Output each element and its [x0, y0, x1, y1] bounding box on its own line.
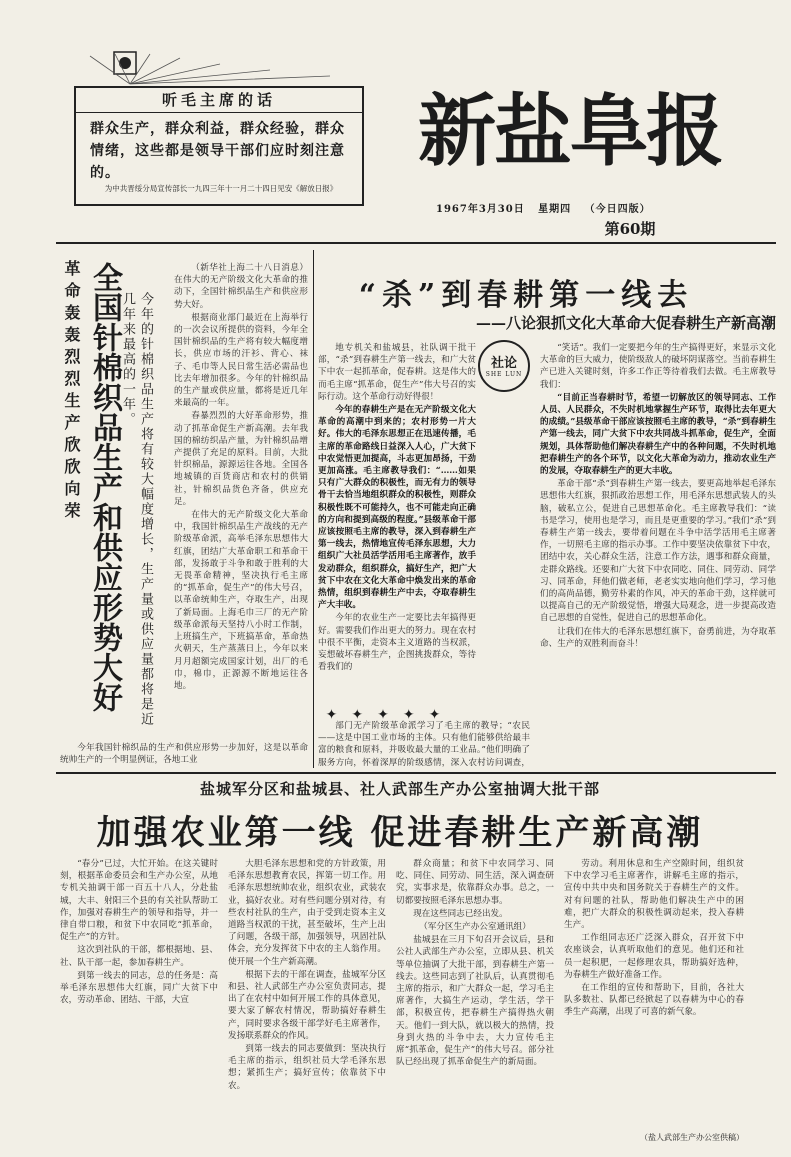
editorial-paragraph: 地专机关和盐城县，社队调干批干部，“杀”到春耕生产第一线去，和广大贫下中农一起抓革命，促春耕。这是伟大的而毛主席“抓革命，促生产”伟大号召的实际行动。这个革命行动好得很！	[318, 343, 476, 402]
bottom-paragraph: 现在这些同志已经出发。	[413, 908, 508, 919]
editorial-title: “杀”到春耕第一线去	[358, 278, 694, 313]
editorial-paragraph: “笑话”。我们一定要把今年的生产搞得更好，来显示文化大革命的巨大威力，使阶级敌人的破坏阴谋落空。当前春耕生产已进入关键时刻，许多工作正等待着我们去做。毛主席教导我们：	[540, 343, 776, 390]
bottom-paragraph: 到第一线去的同志要做到：坚决执行毛主席的指示，组织社员大学毛泽东思想；紧抓生产；搞好宣传；依靠贫下中农。	[228, 1044, 386, 1091]
editorial-paragraph: 今年的春耕生产是在无产阶级文化大革命的高潮中到来的；农村形势一片大好。伟大的毛泽东思想正在迅速传播，毛主席的革命路线日益深入人心，广大贫下中农觉悟更加提高，斗志更加昂扬，干劲更加高涨。毛主席教导我们：“……如果只有广大群众的积极性，而无有力的领导骨干去恰当地组织群众的积极性，则群众积极性既不可能持久，也不可能走向正确的方向和提到高级的程度。”县级革命干部应该按照毛主席的教导，深入到春耕生产第一线去，热情地宣传毛泽东思想，大力组织广大社员活学活用毛主席著作，放手发动群众，组织群众，搞好生产，把广大贫下中农在文化大革命中焕发出来的革命热情，组织到春耕生产中去，夺取春耕生产大丰收。	[318, 405, 476, 611]
quote-source: 为中共晋绥分局宣传部长一九四三年十一月二十四日见安《解放日报》	[104, 184, 338, 193]
badge-sub: SHE LUN	[485, 371, 523, 378]
mao-quote-box	[74, 86, 364, 206]
left-story-bottom-note: 今年我国针棉织品的生产和供应形势一步加好，这是以革命统帅生产的一个明显例证，各地工业	[60, 743, 308, 766]
bottom-paragraph: 劳动。利用休息和生产空隙时间，组织贫下中农学习毛主席著作，讲解毛主席的指示，宣传中共中央和国务院关于春耕生产的文件。对有问题的社队，帮助他们解决生产中的困难，把广大群众的积极性调动起来，投入春耕生产。	[564, 859, 744, 931]
editorial-paragraph: 革命干部“杀”到春耕生产第一线去，要更高地举起毛泽东思想伟大红旗，狠抓政治思想工作，用毛泽东思想武装人的头脑，破私立公，促进自己思想革命化。毛主席教导我们：“读书是学习，使用也是学习，而且是更重要的学习。”我们“杀”到春耕生产第一线去，要带着问题在斗争中活学活用毛主席著作，一切照毛主席的指示办事。工作中要坚决依靠贫下中农，团结中农，关心群众生活，注意工作方法，遇事和群众商量，走群众路线。还要和广大贫下中农同吃、同住、同劳动、同学习、同革命，拜他们做老师，老老实实地向他们学习，学习他们的高尚品德，勤劳朴素的作风，冲天的革命干劲，这样就可以提高自己的无产阶级觉悟，增强大局观念，进一步提高改造自己思想的自觉性，促进自己的思想革命化。	[540, 479, 776, 624]
editorial-col-left	[318, 342, 476, 702]
bottom-paragraph: （军分区生产办公室通讯组）	[419, 922, 531, 933]
bottom-col-1	[60, 858, 218, 1144]
bottom-paragraph: 根据下去的干部在调查，盐城军分区和县、社人武部生产办公室负责同志，提出了在农村中如何开展工作的具体意见，要大家了解农村情况，帮助搞好春耕生产，同时要求各级干部学好毛主席著作，发扬联系群众的作风。	[228, 969, 386, 1041]
left-story-kicker: 革命轰轰烈烈生产欣欣向荣	[62, 260, 81, 524]
bottom-paragraph: 在工作组的宣传和帮助下，目前，各社大队多数社、队都已经掀起了以春耕为中心的春季生产高潮，出现了可喜的新气象。	[564, 983, 744, 1018]
bottom-paragraph: 群众商量；和贫下中农同学习、同吃、同住、同劳动、同生活，深入调查研究，实事求是，依靠群众办事。总之，一切都要按照毛泽东思想办事。	[396, 859, 554, 906]
bottom-col-2	[228, 858, 386, 1144]
bottom-story-kicker: 盐城军分区和盐城县、社人武部生产办公室抽调大批干部	[199, 780, 600, 798]
left-story-subhead: 今年的针棉织品生产将有较大幅度增长，生产量或供应量都将是近几年来最高的一年。	[120, 292, 153, 727]
quote-text: 群众生产，群众利益，群众经验，群众情绪，这些都是领导干部们应时刻注意的。	[90, 121, 345, 181]
bottom-paragraph: “春分”已过，大忙开始。在这关键时刻，根据革命委员会和生产办公室，从地专机关抽调干部一百五十八人，分赴盐城，大丰、射阳三个县的有关社队帮助工作，加强对春耕生产的领导和指导，并一律自带口粮，和贫下中农同吃“抓革命，促生产”的方针。	[60, 859, 218, 943]
left-story-body	[174, 262, 308, 736]
bottom-col-3	[396, 858, 554, 1144]
masthead-rule	[56, 242, 776, 244]
bottom-paragraph: 盐城县在三月下旬召开会议后，县和公社人武部生产办公室，立即从县、机关等单位抽调了大批干部，到春耕生产第一线去。这些同志到了社队后，认真贯彻毛主席的指示，和广大群众一起，学习毛主席著作，大搞生产运动，学生活，学干部，积极宣传，把春耕生产搞得热火朝天。他们一到大队，就以极大的热情，投身到火热的斗争中去，大力宣传毛主席“抓革命，促生产”的伟大号召。部分社队已经出现了抓革命促生产的新局面。	[396, 935, 554, 1068]
bottom-col-4	[564, 858, 744, 1130]
left-paragraph: 根据商业部门最近在上海举行的一次会议所提供的资料，今年全国针棉织品的生产将有较大幅度增长，供应市场的汗衫、背心、袜子、毛巾等人民日常生活必需品也比去年增加很多。今年的针棉织品的生产量或供应量，都将是近几年来最高的一年。	[174, 312, 308, 409]
left-paragraph: 春暴烈烈的大好革命形势，推动了抓革命促生产新高潮。去年我国的棉纺织品产量，为针棉织品增产提供了充足的原料。目前，大批针织棉品，源源运往各地。全国各地城镇的百货商店和农村的供销社，针棉织品货色齐备，供应充足。	[174, 411, 308, 507]
bottom-paragraph: 大胆毛泽东思想和党的方针政策，用毛泽东思想教育农民，挥第一切工作。用毛泽东思想统帅农业，组织农业，武装农业，搞好农业。对有些问题分别对待，有些农村社队的生产，由于受到走资本主义道路当权派的干扰，甚至破坏，生产上出了问题，各级干部，加强领导，巩固社队体会，充分发挥贫下中农的主人翁作用。使开展一个生产新高潮。	[228, 859, 386, 967]
editorial-col-bottom: 部门无产阶级革命派学习了毛主席的教导；“农民——这是中国工业市场的主体。只有他们能够供给最丰富的粮食和原料，并吸收最大量的工业品。”他们明确了服务方向，怀着深厚的阶级感情，深入农村访问调查，	[318, 721, 530, 768]
emblem-rays-icon	[60, 52, 360, 86]
editorial-badge	[478, 340, 530, 392]
section-ornament: ✦✦✦✦✦	[325, 707, 455, 723]
bottom-paragraph: 到第一线去的同志，总的任务是：高举毛泽东思想伟大红旗，同广大贫下中农，劳动革命、团结、干部，大宣	[60, 970, 218, 1006]
left-paragraph: 在伟大的无产阶级文化大革命中，我国针棉织品生产战线的无产阶级革命派，高举毛泽东思想伟大红旗，团结广大革命职工和革命干部，发扬敢于斗争和敢于胜利的大无畏革命精神，坚决执行毛主席的“抓革命，促生产”的伟大号召，以革命统帅生产，夺取生产，出现了新局面。上海毛巾三厂的无产阶级革命派每天坚持八小时工作制，上班搞生产，下班搞革命，革命热火朝天，生产蒸蒸日上，今年以来月月超额完成国家计划，出厂的毛巾，棉巾，正源源不断地运往各地。	[174, 510, 308, 691]
bottom-paragraph: 工作组同志还广泛深入群众，召开贫下中农座谈会，认真听取他们的意见。他们还和社员一起积肥，一起修理农具，帮助搞好选种，为春耕生产做好准备工作。	[564, 933, 744, 980]
editorial-paragraph: 今年的农业生产一定要比去年搞得更好。需要我们作出更大的努力。现在农村中很不平衡，走资本主义道路的当权派，妄想破坏春耕生产，企图挑拨群众，等待看我们的	[318, 613, 476, 673]
dateline	[436, 200, 776, 215]
quote-title: 听毛主席的话	[76, 88, 362, 113]
editorial-col-mid	[484, 400, 536, 700]
section-rule	[56, 772, 776, 774]
issue-number: 第60期	[604, 220, 656, 238]
badge-label: 社论	[490, 356, 517, 371]
left-story-headline: 全国针棉织品生产和供应形势大好	[87, 262, 122, 712]
editorial-subtitle: ——八论狠抓文化大革命大促春耕生产新高潮	[475, 314, 776, 332]
page-count: （今日四版）	[584, 204, 651, 215]
bottom-story-credit: （盐人武部生产办公室供稿）	[640, 1133, 744, 1142]
weekday: 星期四	[538, 204, 572, 215]
editorial-col-right	[540, 342, 776, 762]
column-divider	[313, 250, 314, 768]
paper-name: 新盐阜报	[418, 87, 723, 177]
bottom-paragraph: 这次到社队的干部，都根据地、县、社、队干部一起，参加春耕生产。	[60, 945, 218, 968]
editorial-paragraph: “目前正当春耕时节，希望一切解放区的领导同志、工作人员、人民群众，不失时机地掌握生产环节，取得比去年更大的成绩。”县级革命干部应该按照毛主席的教导，“杀”到春耕生产第一线去，同广大贫下中农共同战斗抓革命，促生产，全面规划，具体帮助他们解决春耕生产中的各种问题，不失时机地把春耕生产的各个环节，以文化大革命为动力，推动农业生产的发展，夺取春耕生产的更大丰收。	[540, 392, 776, 477]
bottom-story-headline: 加强农业第一线 促进春耕生产新高潮	[96, 813, 704, 853]
left-paragraph: （新华社上海二十八日消息）在伟大的无产阶级文化大革命的推动下，全国针棉织品生产和供应形势大好。	[174, 263, 308, 310]
editorial-paragraph: 让我们在伟大的毛泽东思想红旗下，奋勇前进，为夺取革命、生产的双胜利而奋斗！	[540, 626, 776, 649]
issue-date: 1967年3月30日	[436, 204, 525, 215]
